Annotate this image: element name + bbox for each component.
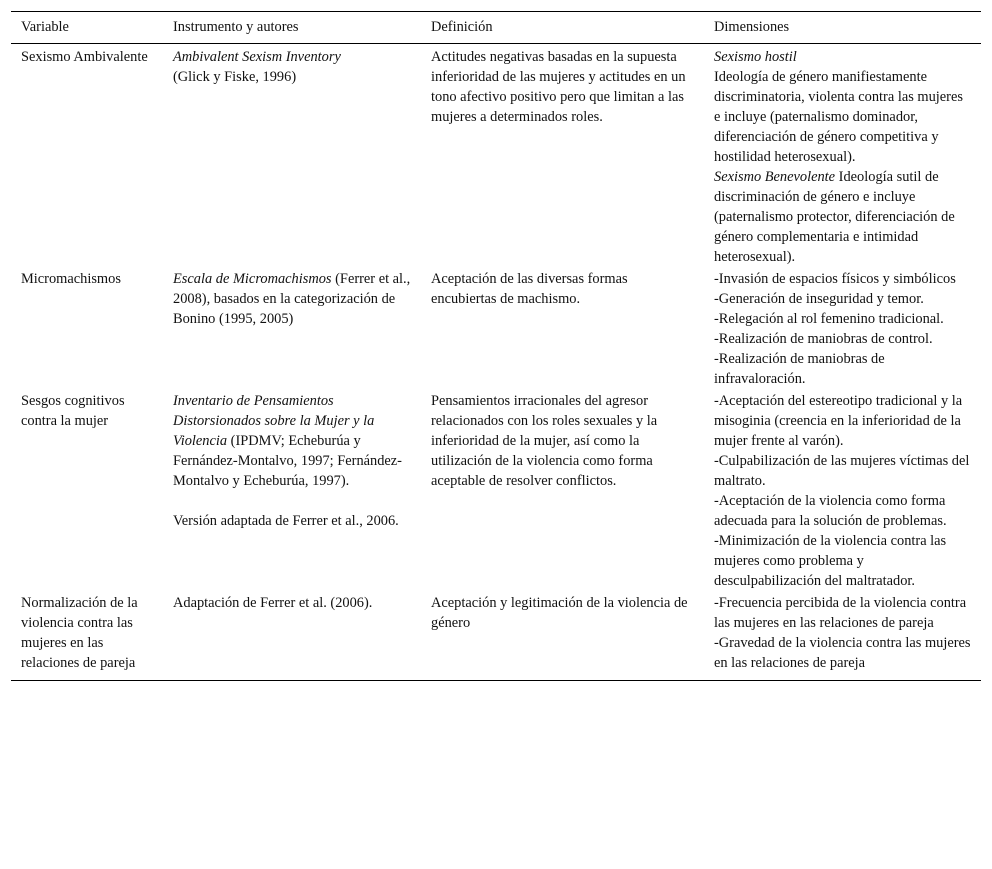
dimension-item: -Generación de inseguridad y temor. <box>714 291 924 307</box>
header-instrument: Instrumento y autores <box>163 12 421 44</box>
cell-dimensions <box>704 389 981 591</box>
spacer <box>173 491 411 511</box>
cell-definition: Actitudes negativas basadas en la supuesta inferioridad de las mujeres y actitudes en un tono afectivo positivo pero que limitan a las mujeres a determinados roles. <box>431 49 686 125</box>
cell-definition: Aceptación de las diversas formas encubiertas de machismo. <box>431 271 628 307</box>
dimension-title-benevolent: Sexismo Benevolente <box>714 169 836 185</box>
dimension-item: -Frecuencia percibida de la violencia contra las mujeres en las relaciones de pareja <box>714 595 967 631</box>
dimension-item: -Gravedad de la violencia contra las mujeres en las relaciones de pareja <box>714 635 971 671</box>
header-dimensions: Dimensiones <box>704 12 981 44</box>
cell-dimensions <box>704 267 981 389</box>
instrument-note: Versión adaptada de Ferrer et al., 2006. <box>173 513 399 529</box>
instrument-title: Inventario de Pensamientos Distorsionados sobre la Mujer y la Violencia <box>173 393 375 449</box>
instrument-authors: (IPDMV; Echeburúa y Fernández-Montalvo, 1997; Fernández-Montalvo y Echeburúa, 1997). <box>173 433 402 489</box>
cell-dimensions <box>704 591 981 681</box>
table-row <box>11 44 981 268</box>
dimension-text-hostile: Ideología de género manifiestamente discriminatoria, violenta contra las mujeres e incluye (paternalismo dominador, diferenciación de género competitiva y hostilidad heterosexual). <box>714 69 963 165</box>
cell-variable: Sesgos cognitivos contra la mujer <box>21 393 125 429</box>
table-row <box>11 267 981 389</box>
cell-definition: Pensamientos irracionales del agresor relacionados con los roles sexuales y la inferioridad de la mujer, así como la utilización de la violencia como forma aceptable de resolver conflictos. <box>431 393 658 489</box>
dimension-item: -Aceptación del estereotipo tradicional y la misoginia (creencia en la inferioridad de la mujer frente al varón). <box>714 393 963 449</box>
instrument-authors: (Glick y Fiske, 1996) <box>173 69 297 85</box>
table-row <box>11 591 981 681</box>
cell-dimensions <box>704 44 981 268</box>
cell-instrument <box>163 267 421 389</box>
dimension-text-benevolent: Ideología sutil de discriminación de género e incluye (paternalismo protector, diferenciación de género complementaria e intimidad heterosexual). <box>714 169 955 265</box>
dimension-item: -Realización de maniobras de control. <box>714 331 933 347</box>
dimension-item: -Minimización de la violencia contra las mujeres como problema y desculpabilización del maltratador. <box>714 533 947 589</box>
header-variable: Variable <box>11 12 163 44</box>
cell-instrument: Adaptación de Ferrer et al. (2006). <box>173 595 373 611</box>
cell-definition: Aceptación y legitimación de la violencia de género <box>431 595 688 631</box>
cell-variable: Normalización de la violencia contra las mujeres en las relaciones de pareja <box>21 595 138 671</box>
instrument-title: Escala de Micromachismos <box>173 271 332 287</box>
header-definition: Definición <box>421 12 704 44</box>
header-row <box>11 12 981 44</box>
cell-instrument <box>163 389 421 591</box>
instrument-title: Ambivalent Sexism Inventory <box>173 49 341 65</box>
instrument-authors: (Ferrer et al., 2008), basados en la categorización de Bonino (1995, 2005) <box>173 271 411 327</box>
dimension-item: -Invasión de espacios físicos y simbólicos <box>714 271 956 287</box>
dimension-item: -Aceptación de la violencia como forma adecuada para la solución de problemas. <box>714 493 947 529</box>
cell-variable: Sexismo Ambivalente <box>21 49 148 65</box>
cell-variable: Micromachismos <box>21 271 121 287</box>
variables-table <box>11 11 981 681</box>
dimension-title-hostile: Sexismo hostil <box>714 49 797 65</box>
dimension-item: -Relegación al rol femenino tradicional. <box>714 311 944 327</box>
dimension-item: -Culpabilización de las mujeres víctimas del maltrato. <box>714 453 970 489</box>
table-row <box>11 389 981 591</box>
dimension-item: -Realización de maniobras de infravaloración. <box>714 351 885 387</box>
cell-instrument <box>163 44 421 268</box>
